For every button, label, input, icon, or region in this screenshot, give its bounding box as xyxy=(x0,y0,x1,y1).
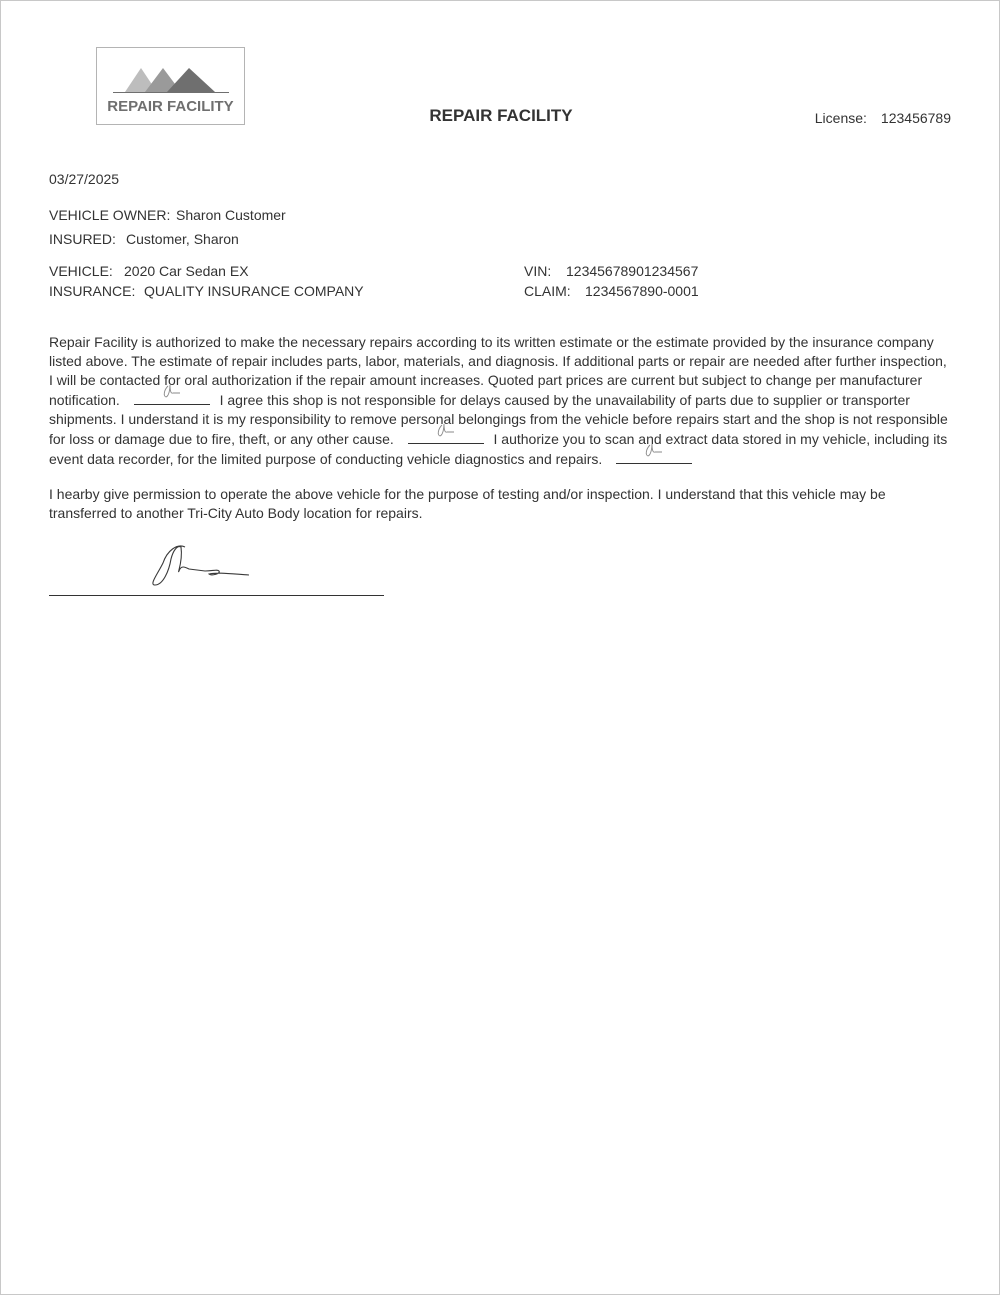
initials-icon xyxy=(434,423,456,439)
insured-value: Customer, Sharon xyxy=(126,231,239,247)
vin-label: VIN: xyxy=(524,263,552,279)
document-date: 03/27/2025 xyxy=(49,171,120,187)
authorization-paragraph xyxy=(49,333,954,469)
signature-line xyxy=(49,595,384,596)
license-value: 123456789 xyxy=(880,110,951,126)
vehicle-owner-row xyxy=(49,206,286,225)
authorization-text-3: I authorize you to scan and extract data stored in my vehicle, including its event data recorder, for the limited purpose of conducting vehicle diagnostics and repairs. xyxy=(49,431,948,467)
initials-field-3 xyxy=(616,449,692,464)
claim-label: CLAIM: xyxy=(524,283,571,299)
insured-row xyxy=(49,230,239,249)
vehicle-row xyxy=(49,262,249,281)
signature-icon xyxy=(147,541,253,589)
authorization-text-1: Repair Facility is authorized to make the necessary repairs according to its written estimate or the estimate provided by the insurance company listed above. The estimate of repair includes parts, labor, materials, and diagnosis. If additional parts or repair are needed after further inspection, I will be contacted for oral authorization if the repair amount increases. Quoted part prices are current but subject to change per manufacturer notification. xyxy=(49,334,947,408)
vehicle-owner-label: VEHICLE OWNER: xyxy=(49,207,171,223)
logo-text: REPAIR FACILITY xyxy=(107,98,234,115)
claim-row xyxy=(524,282,699,301)
vin-row xyxy=(524,262,698,281)
insured-label: INSURED: xyxy=(49,231,116,247)
initials-field-2 xyxy=(408,429,484,444)
claim-value: 1234567890-0001 xyxy=(585,283,699,299)
insurance-value: QUALITY INSURANCE COMPANY xyxy=(144,283,364,299)
insurance-row xyxy=(49,282,364,301)
mountains-icon xyxy=(111,64,231,94)
initials-icon xyxy=(642,443,664,459)
permission-paragraph: I hearby give permission to operate the above vehicle for the purpose of testing and/or inspection. I understand that this vehicle may be transferred to another Tri-City Auto Body location for repairs. xyxy=(49,486,886,521)
vehicle-owner-value: Sharon Customer xyxy=(176,207,286,223)
initials-field-1 xyxy=(134,390,210,405)
vehicle-label: VEHICLE: xyxy=(49,263,113,279)
page-title: REPAIR FACILITY xyxy=(429,106,573,125)
company-logo xyxy=(96,47,245,125)
vehicle-value: 2020 Car Sedan EX xyxy=(124,263,249,279)
authorization-text-2: I agree this shop is not responsible for delays caused by the unavailability of parts due to supplier or transporter shipments. I understand it is my responsibility to remove personal belongings from the vehicle before repairs start and the shop is not responsible for loss or damage due to fire, theft, or any other cause. xyxy=(49,392,948,447)
license-label: License: xyxy=(814,110,867,126)
initials-icon xyxy=(160,384,182,400)
license xyxy=(815,110,951,126)
vin-value: 12345678901234567 xyxy=(566,263,699,279)
insurance-label: INSURANCE: xyxy=(49,283,136,299)
signature-field xyxy=(49,541,384,596)
